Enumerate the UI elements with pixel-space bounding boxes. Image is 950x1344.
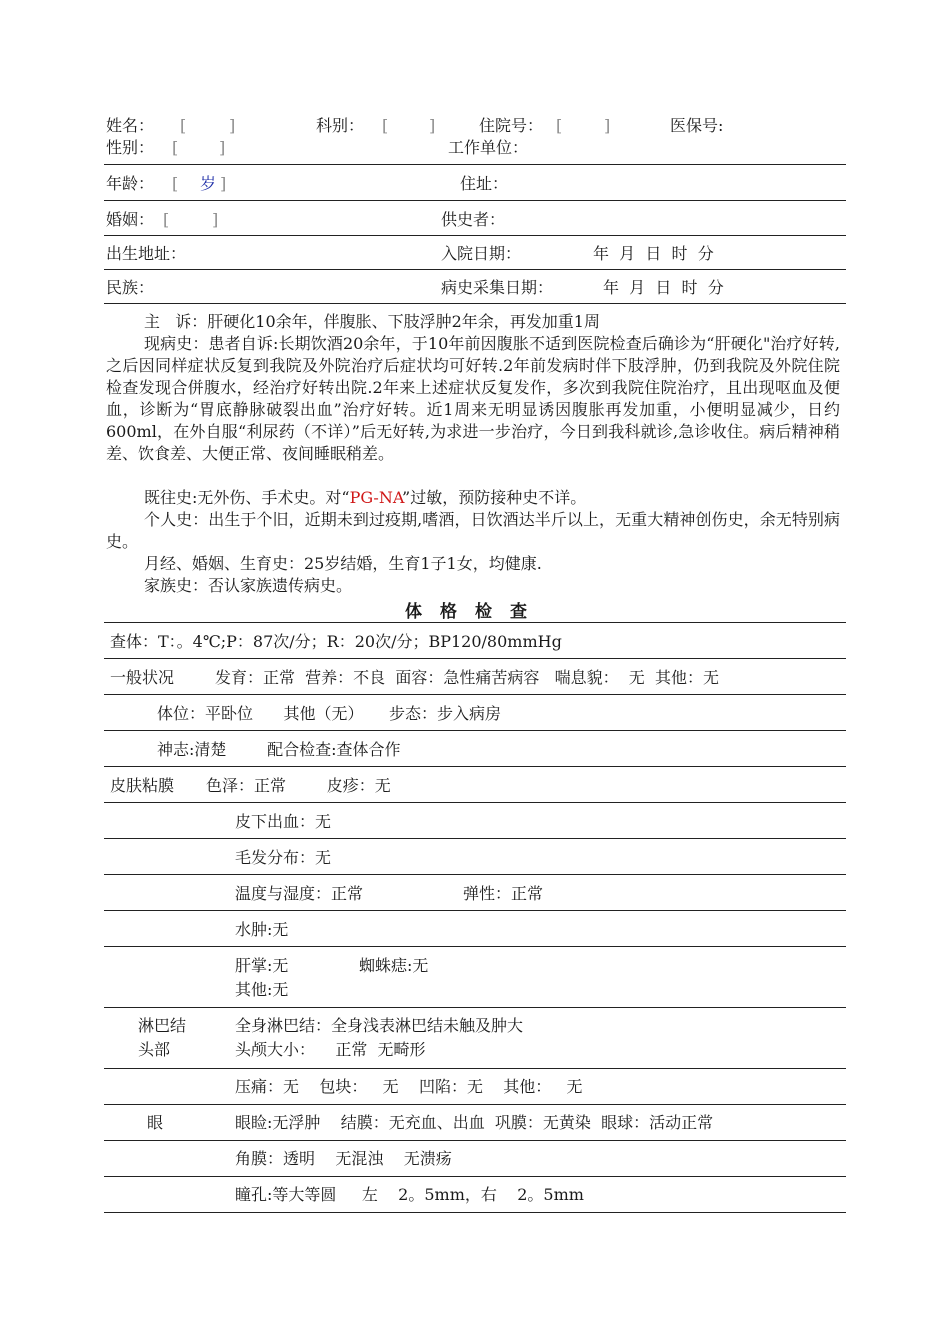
divider	[104, 1104, 846, 1105]
skin-line6-palm: 肝掌:无	[235, 956, 289, 975]
eye-line2: 角膜：透明 无混浊 无溃疡	[235, 1149, 452, 1168]
divider	[104, 802, 846, 803]
present-illness: 现病史：患者自诉:长期饮酒20余年，于10年前因腹胀不适到医院检查后确诊为“肝硬化"治疗好转,之后因同样症状反复到我院及外院治疗后症状均可好转.2年前发病时伴下肢浮肿，仍到我院及外院住院检查发现合併腹水，经治疗好转出院.2年来上述症状反复发作，多次到我院住院治疗，且出现呕血及便血，诊断为“胃底静脉破裂出血”治疗好转。近1周来无明显诱因腹胀再发加重，小便明显减少，日约600ml，在外自服“利尿药（不详）”后无好转,为求进一步治疗，今日到我科就诊,急诊收住。病后精神稍差、饮食差、大便正常、夜间睡眠稍差。	[106, 334, 840, 463]
skin-line4-elasticity: 弹性：正常	[463, 884, 544, 903]
divider	[104, 1140, 846, 1141]
divider	[104, 200, 846, 201]
name-label: 姓名：	[106, 116, 155, 135]
skin-line1: 色泽：正常 皮疹：无	[206, 776, 391, 795]
personal-history: 个人史：出生于个旧，近期未到过疫期,嗜酒，日饮酒达半斤以上，无重大精神创伤史，余无特别病史。	[106, 510, 840, 551]
divider	[104, 1007, 846, 1008]
general-status-line1: 发育：正常 营养：不良 面容：急性痛苦病容 喘息貌： 无 其他：无	[215, 668, 719, 687]
divider	[104, 694, 846, 695]
past-history-text-b: ”过敏，预防接种史不详。	[402, 488, 587, 507]
informant-label: 供史者：	[441, 210, 506, 229]
divider	[104, 622, 846, 623]
name-field-close-bracket: ]	[229, 116, 236, 135]
birthplace-label: 出生地址：	[106, 244, 187, 263]
chief-complaint: 主 诉：肝硬化10余年，伴腹胀、下肢浮肿2年余，再发加重1周	[144, 312, 600, 331]
general-status-line3: 神志:清楚 配合检查:查体合作	[157, 740, 401, 759]
family-history: 家族史：否认家族遗传病史。	[144, 576, 353, 595]
general-status-label: 一般状况	[110, 668, 175, 687]
employer-label: 工作单位：	[448, 138, 529, 157]
skin-line6-spider: 蜘蛛痣:无	[359, 956, 429, 975]
admission-date-label: 入院日期：	[441, 244, 522, 263]
dept-field-close-bracket: ]	[429, 116, 436, 135]
divider	[104, 874, 846, 875]
divider	[104, 164, 846, 165]
admission-no-open-bracket: [	[556, 116, 563, 135]
divider	[104, 303, 846, 304]
admission-no-close-bracket: ]	[604, 116, 611, 135]
past-history	[106, 487, 840, 509]
divider	[104, 946, 846, 947]
gender-label: 性别：	[106, 138, 155, 157]
divider	[104, 658, 846, 659]
dept-label: 科别：	[316, 116, 365, 135]
vitals: 查体：T：。4℃;P：87次/分；R：20次/分；BP120/80mmHg	[110, 632, 562, 651]
head-value: 头颅大小： 正常 无畸形	[235, 1040, 426, 1059]
admission-no-label: 住院号：	[479, 116, 544, 135]
marital-field-open-bracket: [	[163, 210, 170, 229]
lymph-label: 淋巴结	[138, 1016, 187, 1035]
age-unit: 岁	[200, 174, 217, 193]
head-label: 头部	[138, 1040, 171, 1059]
gender-field-close-bracket: ]	[219, 138, 226, 157]
eye-label: 眼	[147, 1113, 164, 1132]
history-date-label: 病史采集日期：	[441, 278, 554, 297]
divider	[104, 1212, 846, 1213]
marital-field-close-bracket: ]	[212, 210, 219, 229]
exam-title: 体格检查	[405, 602, 545, 622]
skin-line4-temp: 温度与湿度：正常	[235, 884, 364, 903]
divider	[104, 766, 846, 767]
admission-date-value: 年 月 日 时 分	[593, 244, 714, 263]
insurance-label: 医保号:	[670, 116, 724, 135]
divider	[104, 910, 846, 911]
marital-label: 婚姻：	[106, 210, 155, 229]
address-label: 住址：	[460, 174, 509, 193]
age-field-close-bracket: ]	[220, 174, 227, 193]
gender-field-open-bracket: [	[172, 138, 179, 157]
name-field-open-bracket: [	[180, 116, 187, 135]
divider	[104, 235, 846, 236]
divider	[104, 1068, 846, 1069]
skin-line2: 皮下出血：无	[235, 812, 332, 831]
ethnicity-label: 民族：	[106, 278, 155, 297]
divider	[104, 730, 846, 731]
allergen-name: PG-NA	[349, 488, 403, 507]
divider	[104, 1176, 846, 1177]
head-line2: 压痛：无 包块： 无 凹陷：无 其他： 无	[235, 1077, 583, 1096]
eye-line3: 瞳孔:等大等圆 左 2。5mm，右 2。5mm	[235, 1185, 584, 1204]
general-status-line2: 体位：平卧位 其他（无） 步态：步入病房	[157, 704, 501, 723]
past-history-text-a: 既往史:无外伤、手术史。对“	[144, 488, 350, 507]
menstrual-marital-history: 月经、婚姻、生育史：25岁结婚，生育1子1女，均健康.	[144, 554, 542, 573]
skin-line5: 水肿:无	[235, 920, 289, 939]
skin-label: 皮肤粘膜	[110, 776, 175, 795]
lymph-value: 全身淋巴结：全身浅表淋巴结未触及肿大	[235, 1016, 524, 1035]
skin-line7: 其他:无	[235, 980, 289, 999]
dept-field-open-bracket: [	[382, 116, 389, 135]
divider	[104, 269, 846, 270]
divider	[104, 838, 846, 839]
skin-line3: 毛发分布：无	[235, 848, 332, 867]
eye-line1: 眼睑:无浮肿 结膜：无充血、出血 巩膜：无黄染 眼球：活动正常	[235, 1113, 714, 1132]
history-date-value: 年 月 日 时 分	[603, 278, 724, 297]
age-field-open-bracket: [	[172, 174, 179, 193]
age-label: 年龄：	[106, 174, 155, 193]
